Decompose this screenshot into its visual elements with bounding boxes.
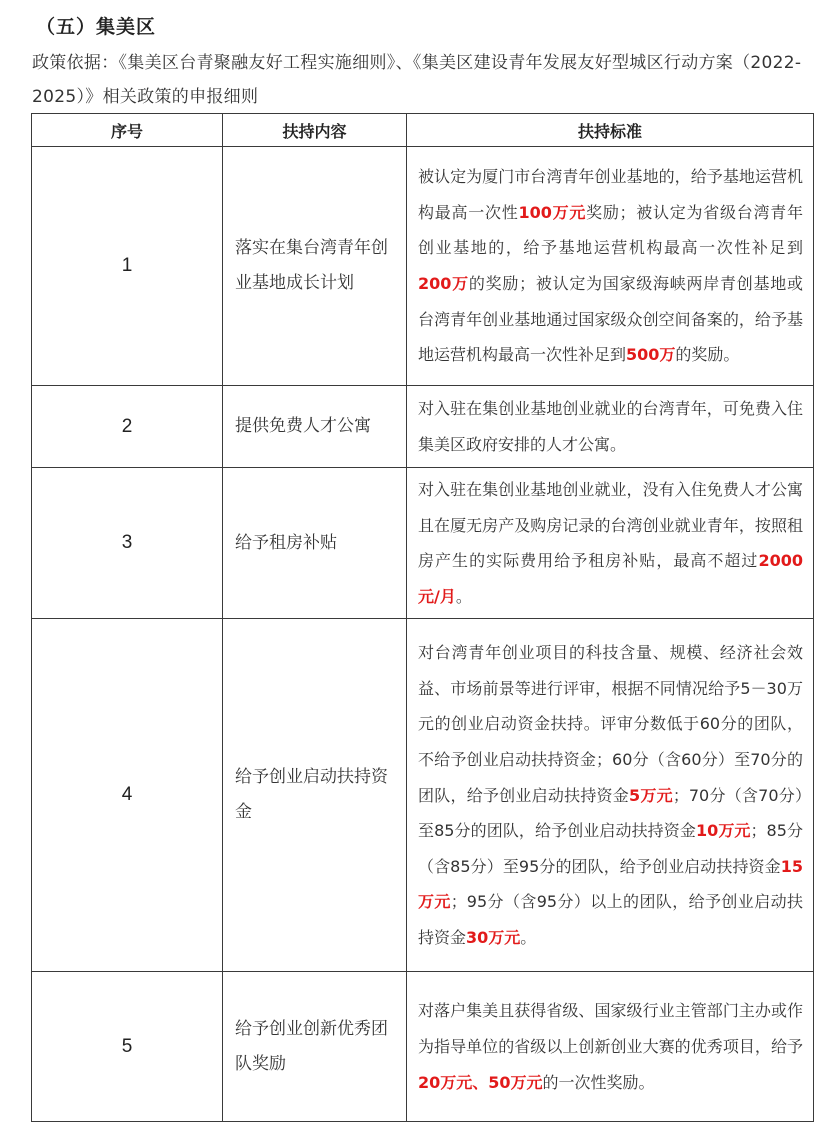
support-content: 提供免费人才公寓 xyxy=(223,386,407,468)
support-content: 落实在集台湾青年创业基地成长计划 xyxy=(223,147,407,386)
support-content: 给予创业创新优秀团队奖励 xyxy=(223,972,407,1122)
standard-text: ；95分（含95分）以上的团队，给予创业启动扶持资金 xyxy=(418,892,803,947)
highlighted-amount: 15万元 xyxy=(418,856,803,912)
support-standard xyxy=(407,619,814,972)
support-content: 给予创业启动扶持资金 xyxy=(223,619,407,972)
standard-text: 对台湾青年创业项目的科技含量、规模、经济社会效益、市场前景等进行评审，根据不同情况给予5－30万元的创业启动资金扶持。评审分数低于60分的团队，不给予创业启动扶持资金；60分（含60分）至70分的团队，给予创业启动扶持资金 xyxy=(418,643,803,805)
header-content: 扶持内容 xyxy=(223,114,407,147)
support-content: 给予租房补贴 xyxy=(223,468,407,619)
support-standard xyxy=(407,972,814,1122)
standard-text: 对落户集美且获得省级、国家级行业主管部门主办或作为指导单位的省级以上创新创业大赛的优秀项目，给予 xyxy=(418,1001,803,1057)
standard-text: ；85分（含85分）至95分的团队，给予创业启动扶持资金 xyxy=(418,821,803,876)
standard-text: ；70分（含70分）至85分的团队，给予创业启动扶持资金 xyxy=(418,785,803,841)
table-row xyxy=(32,619,814,972)
table-row xyxy=(32,468,814,619)
support-standard xyxy=(407,468,814,619)
row-number: 5 xyxy=(32,972,223,1122)
standard-text: 奖励；被认定为省级台湾青年创业基地的，给予基地运营机构最高一次性补足到 xyxy=(418,202,803,258)
header-num: 序号 xyxy=(32,114,223,147)
standard-text: 。 xyxy=(520,927,537,947)
standard-text: 对入驻在集创业基地创业就业的台湾青年，可免费入住集美区政府安排的人才公寓。 xyxy=(418,398,803,454)
highlighted-amount: 2000元/月 xyxy=(418,551,803,606)
policy-table xyxy=(31,113,814,1122)
standard-text: 对入驻在集创业基地创业就业，没有入住免费人才公寓且在厦无房产及购房记录的台湾创业就业青年，按照租房产生的实际费用给予租房补贴，最高不超过 xyxy=(418,480,803,571)
highlighted-amount: 10万元 xyxy=(695,821,751,841)
table-row xyxy=(32,147,814,386)
standard-text: 的一次性奖励。 xyxy=(542,1072,655,1092)
highlighted-amount: 200万 xyxy=(418,274,469,293)
support-standard xyxy=(407,386,814,468)
table-header-row xyxy=(32,114,814,147)
highlighted-amount: 100万元 xyxy=(518,202,587,222)
policy-basis: 政策依据：《集美区台青聚融友好工程实施细则》、《集美区建设青年发展友好型城区行动方案（2022-2025）》相关政策的申报细则 xyxy=(32,53,802,107)
standard-text: 的奖励。 xyxy=(675,345,740,365)
standard-text: 的奖励；被认定为国家级海峡两岸青创基地或台湾青年创业基地通过国家级众创空间备案的，给予基地运营机构最高一次性补足到 xyxy=(418,274,803,365)
row-number: 4 xyxy=(32,619,223,972)
section-title: （五）集美区 xyxy=(36,16,157,38)
standard-text: 。 xyxy=(455,586,472,606)
row-number: 3 xyxy=(32,468,223,619)
table-row xyxy=(32,386,814,468)
header-standard: 扶持标准 xyxy=(407,114,814,147)
standard-text: 被认定为厦门市台湾青年创业基地的，给予基地运营机构最高一次性 xyxy=(418,167,803,222)
highlighted-amount: 5万元 xyxy=(629,785,673,805)
highlighted-amount: 30万元 xyxy=(466,927,521,947)
table-row xyxy=(32,972,814,1122)
support-standard xyxy=(407,147,814,386)
highlighted-amount: 500万 xyxy=(626,345,676,365)
row-number: 2 xyxy=(32,386,223,468)
highlighted-amount: 20万元、50万元 xyxy=(418,1072,543,1092)
row-number: 1 xyxy=(32,147,223,386)
